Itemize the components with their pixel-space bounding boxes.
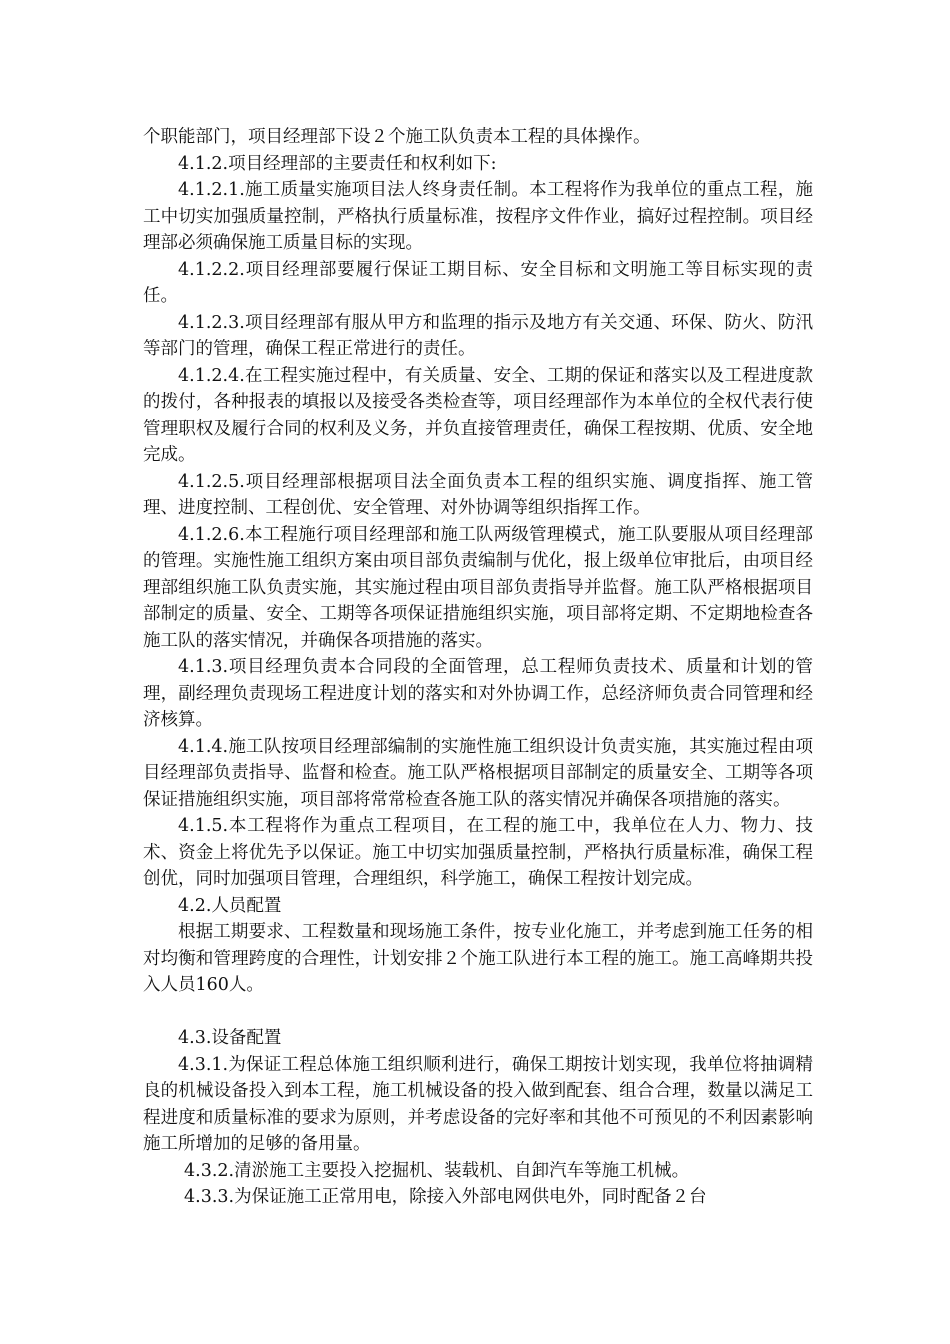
- paragraph-4-1-2-5: 4.1.2.5.项目经理部根据项目法全面负责本工程的组织实施、调度指挥、施工管理、进度控制、工程创优、安全管理、对外协调等组织指挥工作。: [143, 471, 813, 518]
- section-heading-4-2: 4.2.人员配置: [178, 895, 282, 916]
- paragraph-4-1-2-4: 4.1.2.4.在工程实施过程中，有关质量、安全、工期的保证和落实以及工程进度款的拨付，各种报表的填报以及接受各类检查等，项目经理部作为本单位的全权代表行使管理职权及履行合同的权利及义务，并负直接管理责任，确保工程按期、优质、安全地完成。: [143, 365, 813, 465]
- paragraph-4-1-2-2: 4.1.2.2.项目经理部要履行保证工期目标、安全目标和文明施工等目标实现的责任。: [143, 259, 813, 306]
- blank-line: [143, 999, 813, 1026]
- document-body: [143, 124, 813, 1211]
- paragraph-4-1-2-6: 4.1.2.6.本工程施行项目经理部和施工队两级管理模式，施工队要服从项目经理部的管理。实施性施工组织方案由项目部负责编制与优化，报上级单位审批后，由项目经理部组织施工队负责实施，其实施过程由项目部负责指导并监督。施工队严格根据项目部制定的质量、安全、工期等各项保证措施组织实施，项目部将定期、不定期地检查各施工队的落实情况，并确保各项措施的落实。: [143, 524, 813, 651]
- paragraph-4-1-4: 4.1.4.施工队按项目经理部编制的实施性施工组织设计负责实施，其实施过程由项目经理部负责指导、监督和检查。施工队严格根据项目部制定的质量安全、工期等各项保证措施组织实施，项目部将常常检查各施工队的落实情况并确保各项措施的落实。: [143, 736, 813, 810]
- section-heading-4-3: 4.3.设备配置: [178, 1028, 282, 1048]
- paragraph-4-1-3: 4.1.3.项目经理负责本合同段的全面管理，总工程师负责技术、质量和计划的管理，副经理负责现场工程进度计划的落实和对外协调工作，总经济师负责合同管理和经济核算。: [143, 657, 813, 730]
- paragraph-4-1-2-1: 4.1.2.1.施工质量实施项目法人终身责任制。本工程将作为我单位的重点工程，施工中切实加强质量控制，严格执行质量标准，按程序文件作业，搞好过程控制。项目经理部必须确保施工质量目标的实现。: [143, 180, 813, 253]
- paragraph-4-3-1: 4.3.1.为保证工程总体施工组织顺利进行，确保工期按计划实现，我单位将抽调精良的机械设备投入到本工程，施工机械设备的投入做到配套、组合合理，数量以满足工程进度和质量标准的要求为原则，并考虑设备的完好率和其他不可预见的不利因素影响施工所增加的足够的备用量。: [143, 1054, 813, 1154]
- paragraph-4-3-3: 4.3.3.为保证施工正常用电，除接入外部电网供电外，同时配备２台: [184, 1187, 707, 1207]
- paragraph-4-2: 根据工期要求、工程数量和现场施工条件，按专业化施工，并考虑到施工任务的相对均衡和管理跨度的合理性，计划安排２个施工队进行本工程的施工。施工高峰期共投入人员160人。: [143, 922, 813, 995]
- paragraph-4-1-2-3: 4.1.2.3.项目经理部有服从甲方和监理的指示及地方有关交通、环保、防火、防汛等部门的管理，确保工程正常进行的责任。: [143, 312, 813, 359]
- paragraph-continuation: 个职能部门，项目经理部下设２个施工队负责本工程的具体操作。: [143, 127, 651, 147]
- paragraph-4-3-2: 4.3.2.清淤施工主要投入挖掘机、装载机、自卸汽车等施工机械。: [184, 1160, 690, 1181]
- section-heading-4-1-2: 4.1.2.项目经理部的主要责任和权利如下:: [178, 153, 497, 174]
- paragraph-4-1-5: 4.1.5.本工程将作为重点工程项目，在工程的施工中，我单位在人力、物力、技术、资金上将优先予以保证。施工中切实加强质量控制，严格执行质量标准，确保工程创优，同时加强项目管理，合理组织，科学施工，确保工程按计划完成。: [143, 816, 813, 889]
